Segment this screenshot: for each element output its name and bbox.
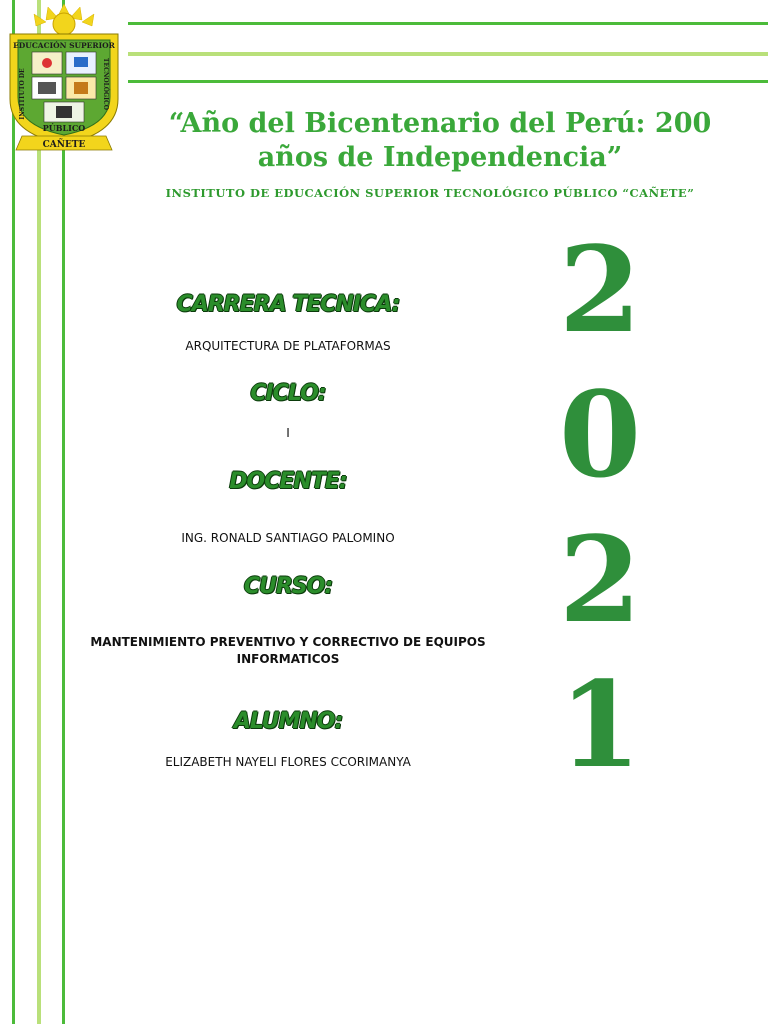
logo-left-text: INSTITUTO DE	[19, 68, 26, 120]
logo-ribbon-text: CAÑETE	[42, 140, 86, 150]
teacher-heading: DOCENTE:	[229, 469, 347, 494]
cycle-value: I	[286, 426, 290, 440]
title-line-1: “Año del Bicentenario del Perú: 200	[168, 108, 712, 139]
institute-logo	[4, 4, 124, 154]
top-line-3	[128, 80, 768, 83]
quadrant-icon-1	[42, 58, 52, 68]
logo-right-text: TECNOLÓGICO	[102, 58, 109, 110]
student-heading: ALUMNO:	[233, 709, 343, 734]
cow-icon	[56, 106, 72, 118]
career-value: ARQUITECTURA DE PLATAFORMAS	[185, 339, 391, 353]
year-digit-4: 1	[558, 655, 642, 794]
tools-icon	[74, 82, 88, 94]
book-icon	[38, 82, 56, 94]
course-value-line-1: MANTENIMIENTO PREVENTIVO Y CORRECTIVO DE EQUIPOS	[90, 635, 486, 649]
course-heading: CURSO:	[243, 574, 333, 599]
logo-bottom-text: PÚBLICO	[42, 123, 86, 133]
cycle-heading: CICLO:	[250, 381, 326, 406]
course-value-line-2: INFORMATICOS	[236, 652, 340, 666]
year-digit-1: 2	[558, 220, 642, 359]
student-value: ELIZABETH NAYELI FLORES CCORIMANYA	[165, 755, 411, 769]
top-line-1	[128, 22, 768, 25]
title-line-2: años de Independencia”	[257, 142, 623, 173]
computer-icon	[74, 57, 88, 67]
top-line-2	[128, 52, 768, 56]
year-digit-2: 0	[558, 365, 642, 504]
teacher-value: ING. RONALD SANTIAGO PALOMINO	[181, 531, 395, 545]
career-heading: CARRERA TECNICA:	[176, 292, 400, 317]
logo-top-text: EDUCACIÓN SUPERIOR	[13, 41, 115, 50]
year-digit-3: 2	[558, 510, 642, 649]
institute-name: INSTITUTO DE EDUCACIÓN SUPERIOR TECNOLÓGICO PÚBLICO “CAÑETE”	[165, 186, 695, 200]
